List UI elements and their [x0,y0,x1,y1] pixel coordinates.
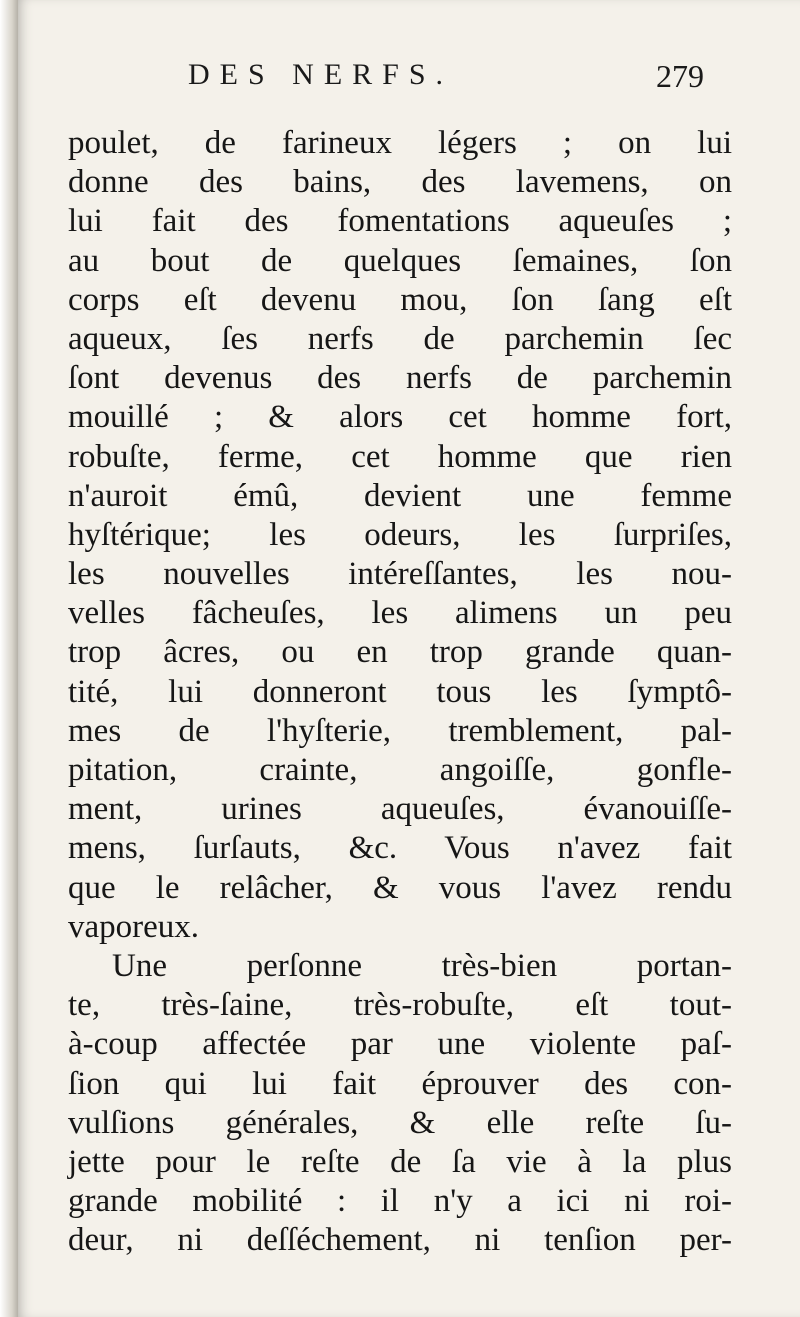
text-line: jette pour le reſte de ſa vie à la plus [68,1143,732,1180]
text-line: ſont devenus des nerfs de parchemin [68,360,732,397]
text-line: corps eſt devenu mou, ſon ſang eſt [68,281,732,318]
text-line: que le relâcher, & vous l'avez rendu [68,869,732,906]
text-line: Une perſonne très-bien portan- [112,947,732,984]
text-line: les nouvelles intéreſſantes, les nou- [68,556,732,593]
text-line: te, très-ſaine, très-robuſte, eſt tout- [68,987,732,1024]
text-line: donne des bains, des lavemens, on [68,164,732,201]
text-line: au bout de quelques ſemaines, ſon [68,242,732,279]
text-line: tité, lui donneront tous les ſymptô- [68,673,732,710]
text-line: aqueux, ſes nerfs de parchemin ſec [68,320,732,357]
text-line: deur, ni deſſéchement, ni tenſion per- [68,1222,732,1259]
page-number: 279 [656,58,704,94]
page-binding-edge [0,0,20,1317]
text-line: poulet, de farineux légers ; on lui [68,125,732,161]
paragraph-2 [68,947,732,1261]
text-line: vaporeux. [68,908,200,945]
text-line: ſion qui lui fait éprouver des con- [68,1065,732,1102]
text-line: vulſions générales, & elle reſte ſu- [68,1104,732,1141]
text-line: ment, urines aqueuſes, évanouiſſe- [68,791,732,828]
page-header [0,58,800,98]
text-line: robuſte, ferme, cet homme que rien [68,438,732,475]
text-line: trop âcres, ou en trop grande quan- [68,634,732,671]
running-title: DES NERFS. [188,58,454,91]
text-line: n'auroit émû, devient une femme [68,477,732,514]
text-line: hyſtérique; les odeurs, les ſurpriſes, [68,516,732,553]
text-line: mes de l'hyſterie, tremblement, pal- [68,712,732,749]
text-line: à-coup affectée par une violente paſ- [68,1026,732,1063]
text-line: mens, ſurſauts, &c. Vous n'avez fait [68,830,732,867]
text-line: velles fâcheuſes, les alimens un peu [68,595,732,632]
text-line: grande mobilité : il n'y a ici ni roi- [68,1183,732,1220]
paragraph-1 [68,124,732,947]
text-line: pitation, crainte, angoiſſe, gonfle- [68,752,732,788]
text-line: mouillé ; & alors cet homme fort, [68,399,732,436]
text-line: lui fait des fomentations aqueuſes ; [68,203,732,240]
body-text [68,124,732,1260]
